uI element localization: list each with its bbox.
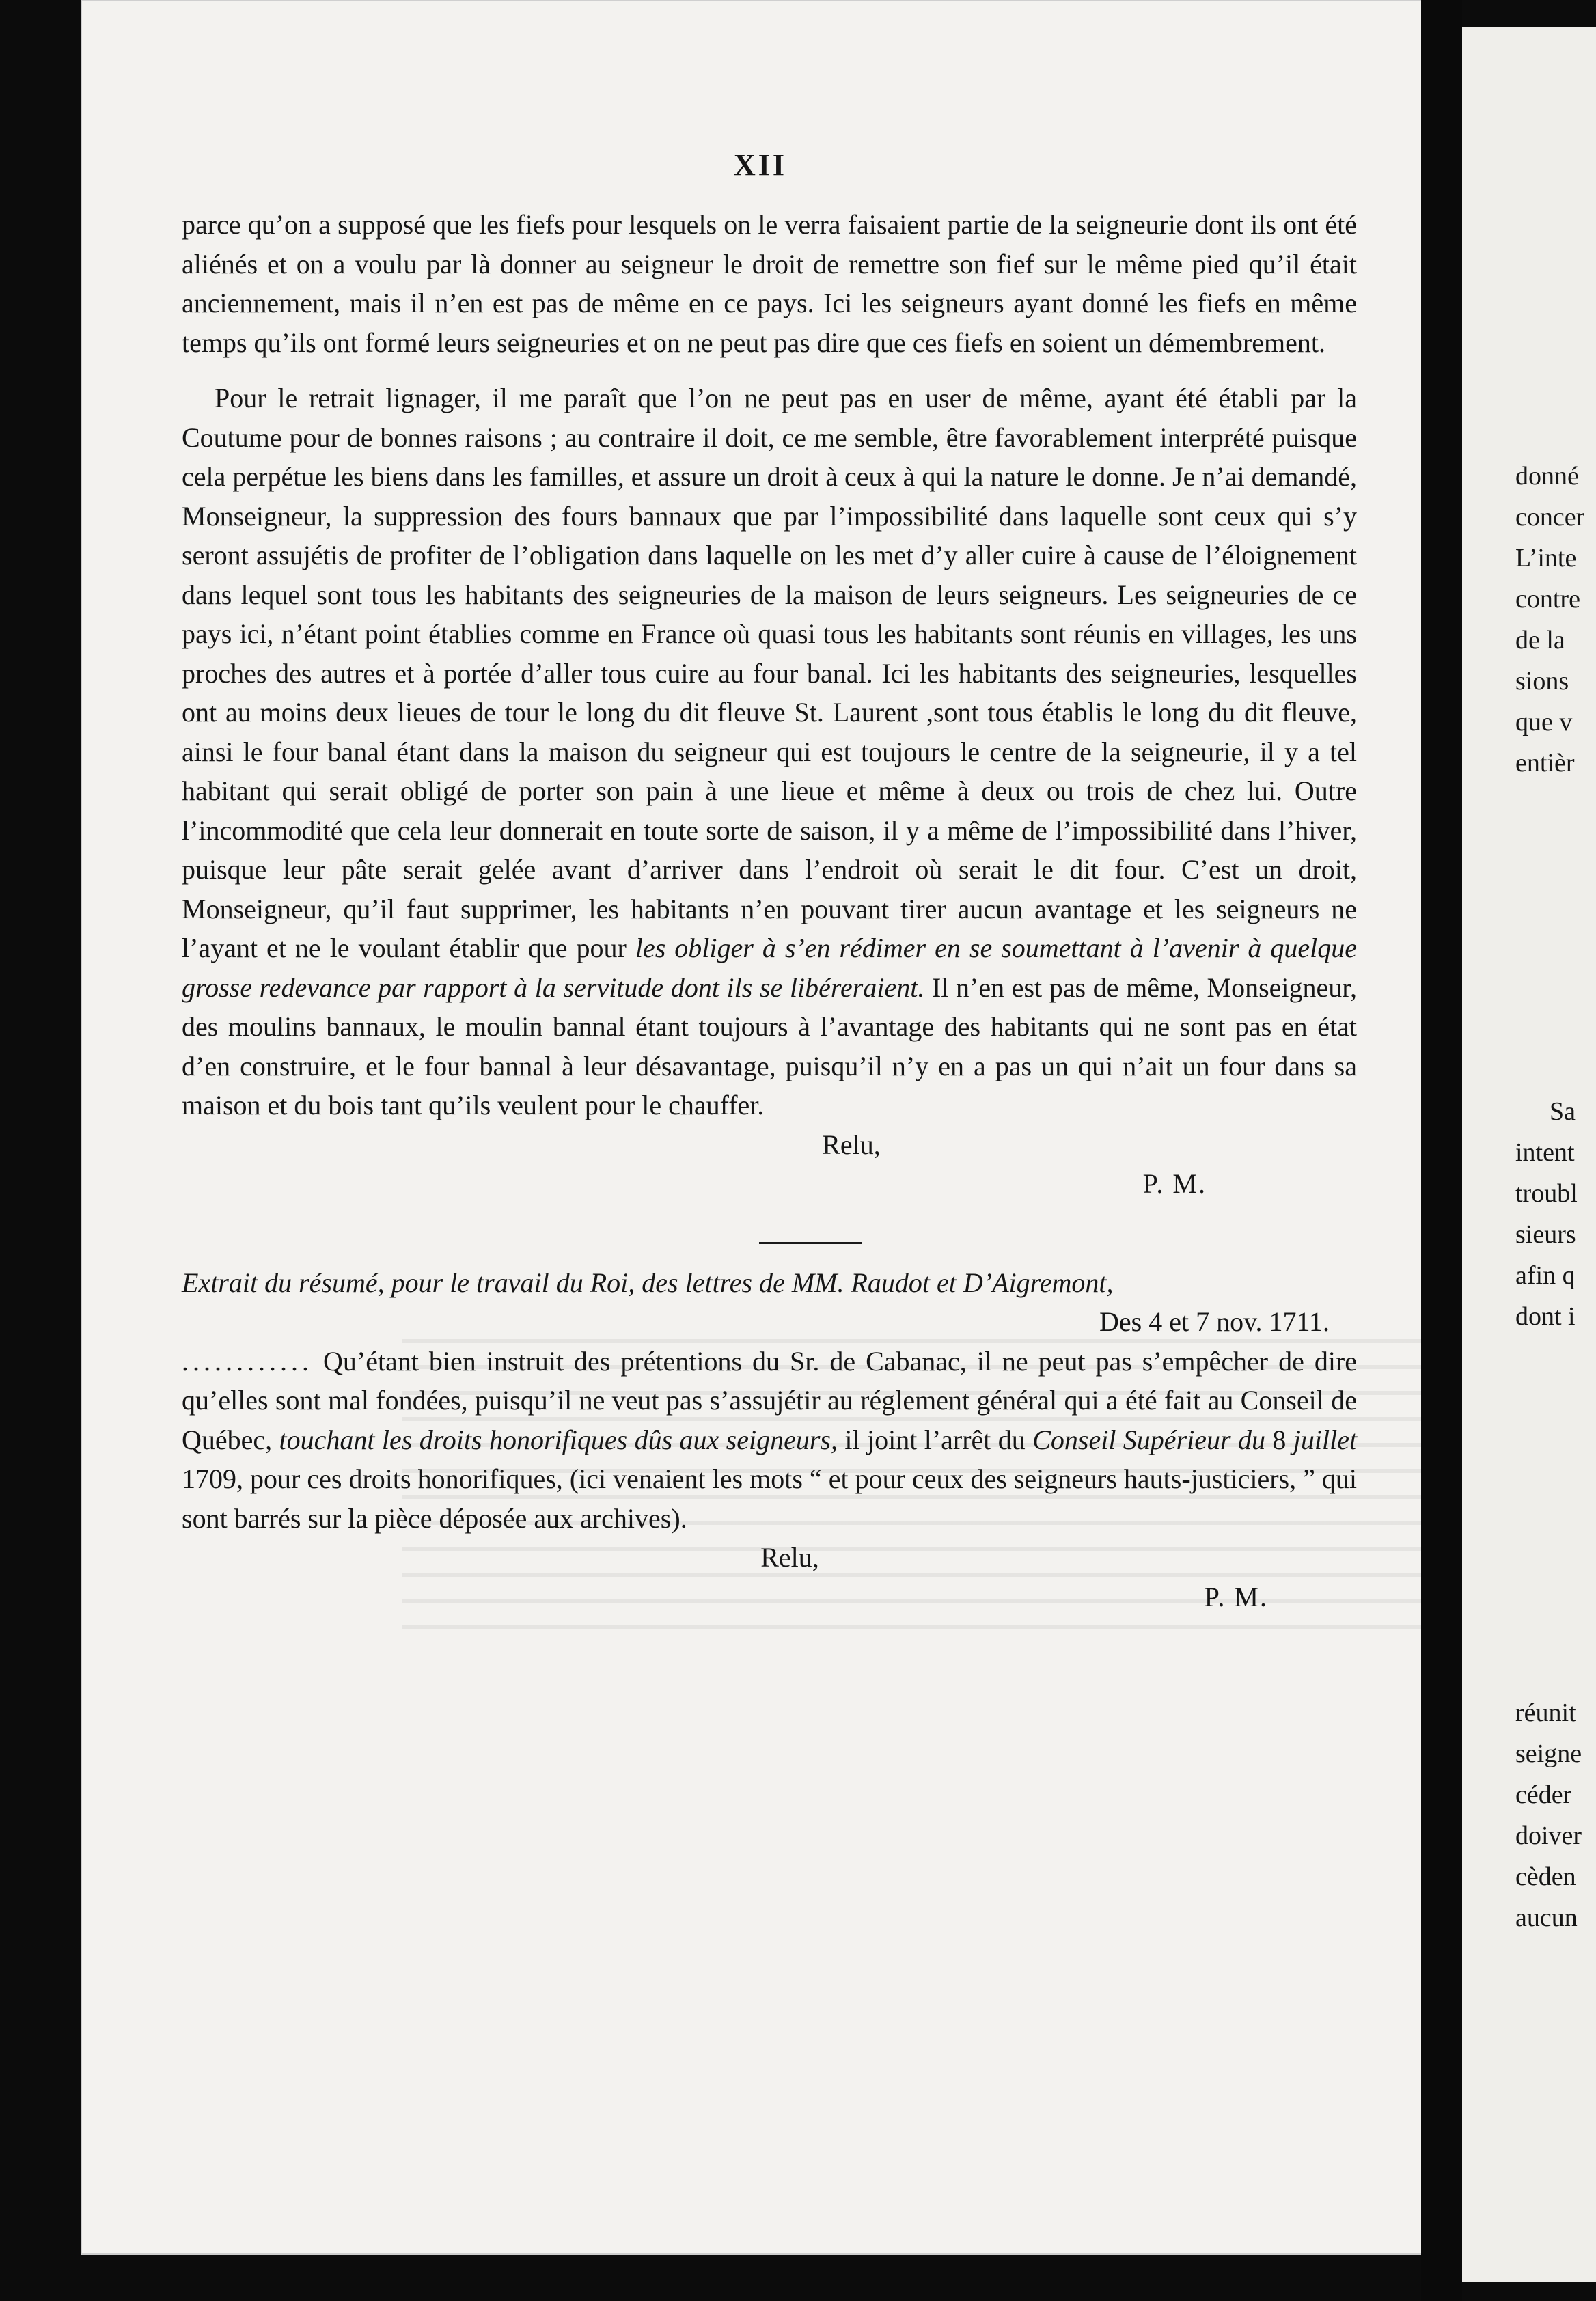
extract-italic-c: juillet: [1293, 1424, 1358, 1455]
facing-fragment: seigne: [1515, 1739, 1582, 1768]
signature-relu-2: Relu,: [760, 1542, 819, 1573]
facing-fragment: concer: [1515, 503, 1585, 532]
facing-fragment: afin q: [1515, 1261, 1576, 1290]
extract-text-d: 1709, pour ces droits honorifiques, (ici venaient les mots “ et pour ceux des seigneurs hauts-justiciers, ” qui sont barrés sur la pièce déposée aux archives).: [182, 1463, 1357, 1534]
facing-fragment: L’inte: [1515, 544, 1577, 573]
facing-fragment: sions: [1515, 667, 1569, 695]
extract-paragraph: [182, 1342, 1357, 1539]
facing-fragment: contre: [1515, 585, 1580, 614]
paragraph-text: Pour le retrait lignager, il me paraît que l’on ne peut pas en user de même, ayant été établi par la Coutume pour de bonnes raisons ; au contraire il doit, ce me semble, être favorablement interprété puisque cela perpétue les biens dans les familles, et assure un droit à ceux à qui la nature le donne. Je n’ai demandé, Monseigneur, la suppression des fours bannaux que par l’impossibilité dans laquelle sont ceux qui s’y seront assujétis de profiter de l’obligation dans laquelle on les met d’y aller cuire à cause de l’éloignement dans lequel sont tous les habitants des seigneuries de la maison de leurs seigneurs. Les seigneuries de ce pays ici, n’étant point établies comme en France où quasi tous les habitants sont réunis en villages, les uns proches des autres et à portée d’aller tous cuire au four banal. Ici les habitants des seigneuries, lesquelles ont au moins deux lieues de tour le long du dit fleuve St. Laurent ,sont tous établis le long du dit fleuve, ainsi le four banal étant dans la maison du seigneur qui est toujours le centre de la seigneurie, il y a tel habitant qui serait obligé de porter son pain à une lieue et même à deux ou trois de chez lui. Outre l’incommodité que cela leur donnerait en toute sorte de saison, il y a même de l’impossibilité dans l’hiver, puisque leur pâte serait gelée avant d’arriver dans l’endroit où serait le dit four. C’est un droit, Monseigneur, qu’il faut supprimer, les habitants n’en pouvant tirer aucun avantage et les seigneurs ne l’ayant et ne le voulant établir que pour: [182, 383, 1357, 963]
page-number-header: XII: [733, 148, 788, 182]
facing-fragment: sieurs: [1515, 1220, 1576, 1249]
facing-fragment: cèden: [1515, 1862, 1576, 1891]
section-divider: [759, 1242, 862, 1244]
facing-fragment: entièr: [1515, 749, 1575, 777]
facing-fragment: que v: [1515, 708, 1573, 736]
facing-page-edge: [1462, 27, 1596, 2282]
facing-fragment: donné: [1515, 462, 1579, 491]
extract-italic-a: touchant les droits honorifiques dûs aux seigneurs,: [279, 1424, 838, 1455]
signature-relu: Relu,: [822, 1129, 881, 1160]
paragraph-retrait-lignager: [182, 378, 1357, 1125]
facing-fragment: doiver: [1515, 1821, 1582, 1850]
extract-text-b: il joint l’arrêt du: [844, 1424, 1026, 1455]
facing-fragment: Sa: [1550, 1097, 1576, 1126]
facing-fragment: intent: [1515, 1138, 1575, 1167]
page-body: [182, 205, 1357, 1616]
extract-italic-b: Conseil Supérieur du: [1032, 1424, 1265, 1455]
italic-phrase: les obliger à s’en rédimer en se soumettant à l’avenir à quelque grosse redevance par rapport à la servitude dont ils se libéreraient.: [182, 933, 1358, 1003]
signature-initials: P. M.: [1142, 1168, 1207, 1199]
extract-title: Extrait du résumé, pour le travail du Roi, des lettres de MM. Raudot et D’Aigremont,: [182, 1267, 1114, 1298]
facing-fragment: céder: [1515, 1780, 1572, 1809]
facing-fragment: dont i: [1515, 1302, 1576, 1331]
facing-fragment: aucun: [1515, 1903, 1578, 1932]
extract-date: Des 4 et 7 nov. 1711.: [1099, 1306, 1330, 1337]
signature-initials-2: P. M.: [1204, 1581, 1268, 1612]
ellipsis-leader: ............: [182, 1345, 313, 1377]
extract-text-a: Qu’étant bien instruit des prétentions du Sr. de Cabanac, il ne peut pas s’empêcher de dire qu’elles sont mal fondées, puisqu’il ne veut pas s’assujétir au réglement général qui a été fait au Conseil de Québec,: [182, 1345, 1358, 1455]
extract-text-c: 8: [1272, 1424, 1287, 1455]
facing-fragment: de la: [1515, 626, 1565, 655]
book-gutter: [1421, 0, 1462, 2301]
book-page: [81, 0, 1440, 2255]
facing-fragment: troubl: [1515, 1179, 1578, 1208]
facing-fragment: réunit: [1515, 1698, 1576, 1727]
paragraph-text-end: Il n’en est pas de même, Monseigneur, des moulins bannaux, le moulin bannal étant toujours à l’avantage des habitants qui ne sont pas en état d’en construire, et le four bannal à leur désavantage, puisqu’il n’y en a pas un qui n’ait un four dans sa maison et du bois tant qu’ils veulent pour le chauffer.: [182, 972, 1357, 1120]
paragraph-continuation: parce qu’on a supposé que les fiefs pour lesquels on le verra faisaient partie de la seigneurie dont ils ont été aliénés et on a voulu par là donner au seigneur le droit de remettre son fief sur le même pied qu’il était anciennement, mais il n’en est pas de même en ce pays. Ici les seigneurs ayant donné les fiefs en même temps qu’ils ont formé leurs seigneuries et on ne peut pas dire que ces fiefs en soient un démembrement.: [182, 209, 1357, 358]
